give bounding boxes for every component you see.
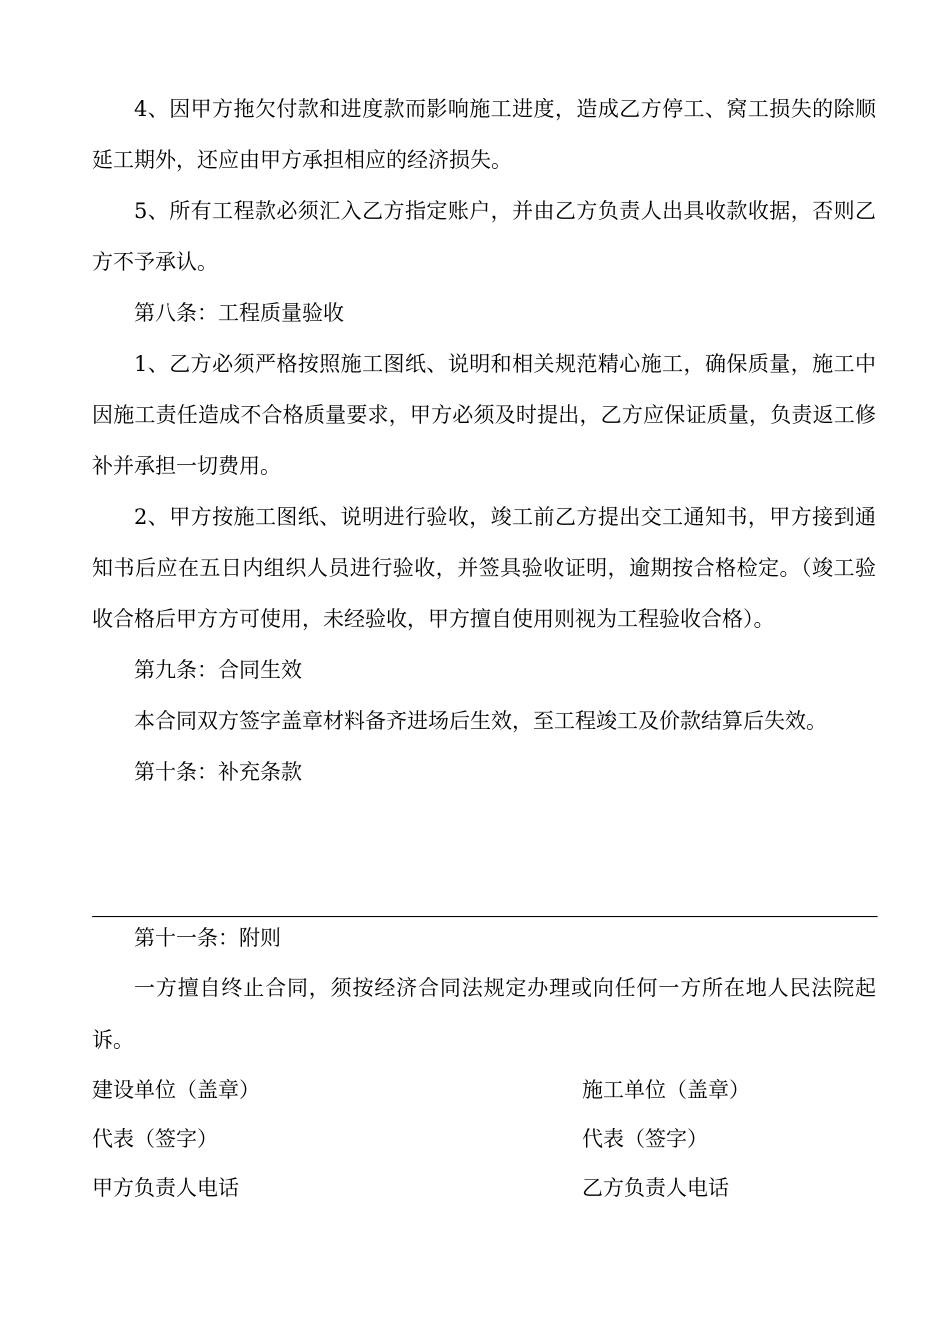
- article-8-heading: 第八条：工程质量验收: [134, 301, 344, 325]
- signature-row-phone: [92, 1164, 876, 1213]
- article-8-clause-2: 2、甲方按施工图纸、说明进行验收，竣工前乙方提出交工通知书，甲方接到通知书后应在五日内组织人员进行验收，并签具验收证明，逾期按合格检定。（竣工验收合格后甲方方可使用，未经验收，甲方擅自使用则视为工程验收合格）。: [92, 505, 876, 631]
- signature-row-representative: [92, 1115, 876, 1164]
- article-8-clause-1: 1、乙方必须严格按照施工图纸、说明和相关规范精心施工，确保质量，施工中因施工责任造成不合格质量要求，甲方必须及时提出，乙方应保证质量，负责返工修补并承担一切费用。: [92, 352, 876, 478]
- party-b-representative-label: 代表（签字）: [582, 1127, 708, 1151]
- party-a-seal-label: 建设单位（盖章）: [92, 1078, 260, 1102]
- article-11-text: 一方擅自终止合同，须按经济合同法规定办理或向任何一方所在地人民法院起诉。: [92, 976, 876, 1052]
- article-10-heading: 第十条：补充条款: [134, 760, 302, 784]
- clause-5-paragraph: 5、所有工程款必须汇入乙方指定账户，并由乙方负责人出具收款收据，否则乙方不予承认。: [92, 199, 876, 274]
- party-b-seal-label: 施工单位（盖章）: [582, 1078, 750, 1102]
- supplementary-blank-space: [92, 798, 876, 916]
- article-9-heading: 第九条：合同生效: [134, 658, 302, 682]
- party-b-phone-label: 乙方负责人电话: [582, 1176, 729, 1200]
- article-9-text: 本合同双方签字盖章材料备齐进场后生效，至工程竣工及价款结算后失效。: [134, 709, 827, 733]
- signature-row-seal: [92, 1066, 876, 1115]
- article-11-heading: 第十一条：附则: [134, 926, 281, 950]
- document-page: [92, 84, 876, 1213]
- party-a-phone-label: 甲方负责人电话: [92, 1176, 239, 1200]
- party-a-representative-label: 代表（签字）: [92, 1127, 218, 1151]
- clause-4-paragraph: 4、因甲方拖欠付款和进度款而影响施工进度，造成乙方停工、窝工损失的除顺延工期外，还应由甲方承担相应的经济损失。: [92, 97, 876, 172]
